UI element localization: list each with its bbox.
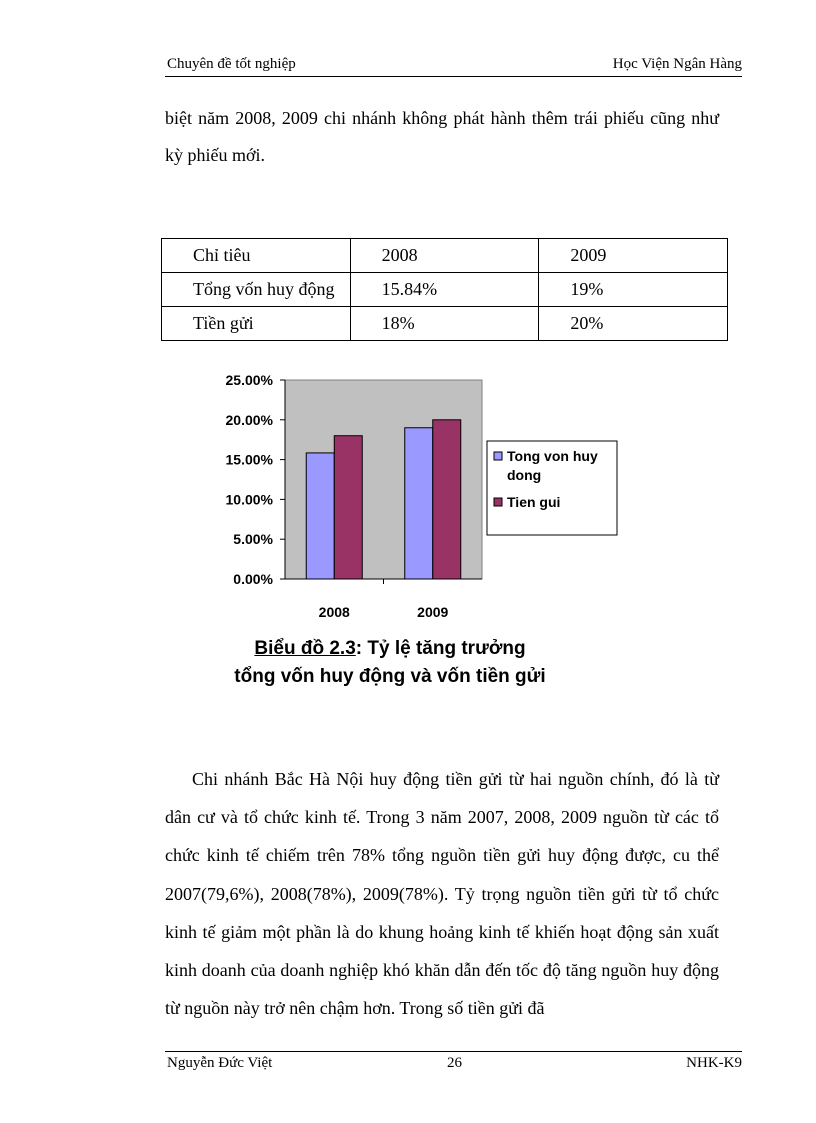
table-cell: 18% (350, 307, 539, 341)
table-cell: 15.84% (350, 273, 539, 307)
caption-title: : Tỷ lệ tăng trưởng (355, 638, 526, 659)
footer-author: Nguyễn Đức Việt (167, 1055, 273, 1071)
bar (433, 420, 461, 579)
table-row (162, 307, 728, 341)
table-cell: Tổng vốn huy động (162, 273, 351, 307)
paragraph-top: biệt năm 2008, 2009 chi nhánh không phát hành thêm trái phiếu cũng như kỳ phiếu mới. (165, 108, 719, 165)
paragraph-main: Chi nhánh Bắc Hà Nội huy động tiền gửi từ hai nguồn chính, đó là từ dân cư và tổ chức kinh tế. Trong 3 năm 2007, 2008, 2009 nguồn từ các tổ chức kinh tế chiếm trên 78% tổng nguồn tiền gửi huy động được, cu thể 2007(79,6%), 2008(78%), 2009(78%). Tỷ trọng nguồn tiền gửi từ tổ chức kinh tế giảm một phần là do khung hoảng kinh tế khiến hoạt động sản xuất kinh doanh của doanh nghiệp khó khăn dẫn đến tốc độ tăng nguồn huy động từ nguồn này trở nên chậm hơn. Trong số tiền gửi đã (165, 769, 719, 1019)
bar (405, 428, 433, 579)
footer-class: NHK-K9 (686, 1055, 742, 1071)
table-cell: Tiền gửi (162, 307, 351, 341)
x-tick-label: 2008 (318, 604, 350, 620)
legend-label: Tien gui (507, 494, 561, 510)
table-header-cell: 2009 (539, 239, 728, 273)
caption-line-1 (160, 635, 620, 663)
header-doc-title: Chuyên đề tốt nghiệp (167, 56, 296, 72)
legend-swatch (494, 452, 502, 460)
header-divider (165, 76, 742, 77)
growth-bar-chart (195, 368, 625, 628)
table-row (162, 273, 728, 307)
y-tick-label: 10.00% (225, 491, 273, 508)
legend-label: Tong von huy dong (507, 448, 598, 483)
legend-swatch (494, 498, 502, 506)
caption-line-2: tổng vốn huy động và vốn tiền gửi (234, 666, 546, 687)
table-header-cell: Chỉ tiêu (162, 239, 351, 273)
bar (306, 453, 334, 579)
x-tick-label: 2009 (417, 604, 449, 620)
chart-caption (160, 635, 620, 691)
caption-prefix: Biểu đồ 2.3 (254, 638, 356, 659)
y-tick-label: 25.00% (225, 372, 273, 388)
page-header (165, 56, 742, 74)
page-footer (165, 1055, 742, 1073)
page-number: 26 (447, 1055, 462, 1071)
table-header-cell: 2008 (350, 239, 539, 273)
table-cell: 20% (539, 307, 728, 341)
footer-divider (165, 1051, 742, 1052)
y-tick-label: 0.00% (233, 571, 273, 587)
header-institution: Học Viện Ngân Hàng (612, 56, 742, 72)
y-tick-label: 5.00% (233, 531, 273, 548)
bar (334, 436, 362, 579)
y-tick-label: 15.00% (225, 451, 273, 468)
table-cell: 19% (539, 273, 728, 307)
growth-table (161, 238, 728, 341)
table-header-row (162, 239, 728, 273)
y-tick-label: 20.00% (225, 411, 273, 428)
